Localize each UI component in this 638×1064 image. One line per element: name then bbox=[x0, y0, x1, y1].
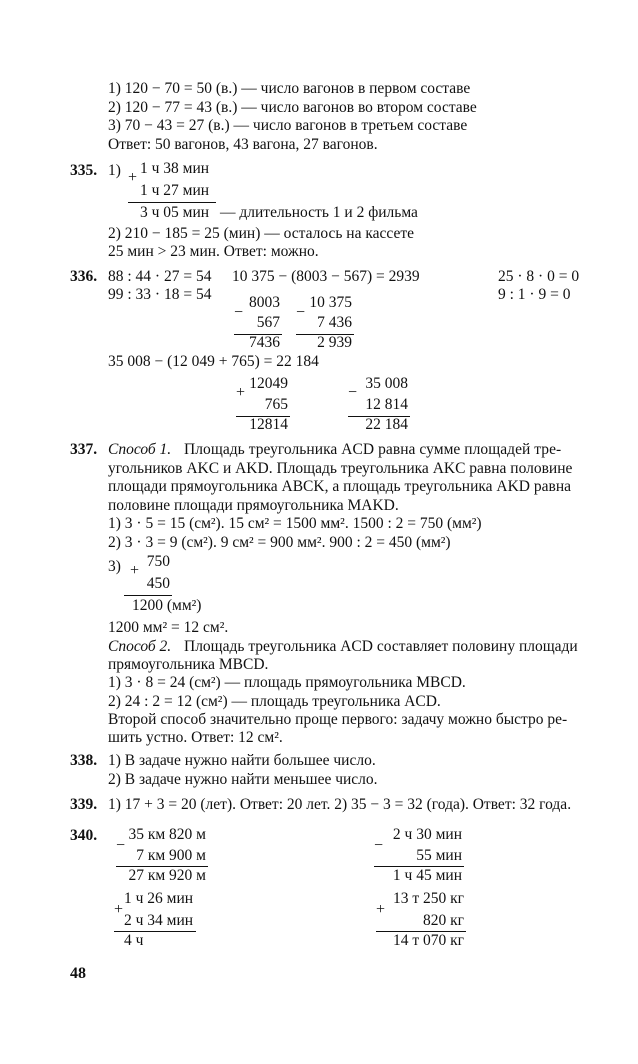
p337-line2: 2) 3 · 3 = 9 (см²). 9 см² = 900 мм². 900 : 2 = 450 (мм²) bbox=[108, 534, 451, 551]
p337-text3: площади прямоугольника ABCK, а площадь треугольника AKD равна bbox=[108, 478, 571, 495]
p335-result-desc: — длительность 1 и 2 фильма bbox=[220, 204, 418, 221]
problem-number-337: 337. bbox=[70, 441, 98, 458]
p340-minus-sign-2: − bbox=[374, 837, 384, 854]
problem-number-335: 335. bbox=[70, 162, 98, 179]
page-number: 48 bbox=[70, 965, 86, 982]
p336-c3-a: 12049 bbox=[249, 375, 288, 392]
p337-conclusion2: шить устно. Ответ: 12 см². bbox=[108, 729, 283, 746]
p336-c1-result: 7436 bbox=[249, 334, 280, 351]
p340-col3-a: 1 ч 26 мин bbox=[124, 890, 194, 907]
p335-addend-a: 1 ч 38 мин bbox=[140, 160, 210, 177]
p340-col2-result: 1 ч 45 мин bbox=[392, 867, 462, 884]
p336-plus-sign: + bbox=[236, 384, 246, 401]
p334-line3: 3) 70 − 43 = 27 (в.) — число вагонов в третьем составе bbox=[108, 117, 468, 134]
p334-line1: 1) 120 − 70 = 50 (в.) — число вагонов в первом составе bbox=[108, 80, 471, 97]
p337-way2-label: Способ 2. bbox=[108, 638, 172, 655]
p336-c4-b: 12 814 bbox=[365, 396, 408, 413]
p337-way2-line1: 1) 3 · 8 = 24 (см²) — площадь прямоугольника MBCD. bbox=[108, 674, 466, 691]
p337-sum-line bbox=[124, 595, 172, 596]
p336-c3-result: 12814 bbox=[249, 416, 288, 433]
p337-line1: 1) 3 · 5 = 15 (см²). 15 см² = 1500 мм². 1500 : 2 = 750 (мм²) bbox=[108, 515, 482, 532]
p336-expr1: 88 : 44 · 27 = 54 bbox=[108, 268, 212, 285]
p336-c1-a: 8003 bbox=[249, 294, 280, 311]
p340-col4-b: 820 кг bbox=[422, 912, 464, 929]
p340-minus-sign-1: − bbox=[116, 837, 126, 854]
p338-line2: 2) В задаче нужно найти меньшее число. bbox=[108, 771, 378, 788]
p335-step1-label: 1) bbox=[108, 162, 121, 179]
p336-expr3: 10 375 − (8003 − 567) = 2939 bbox=[232, 268, 420, 285]
p340-col2-b: 55 мин bbox=[416, 847, 462, 864]
p340-col4-result: 14 т 070 кг bbox=[392, 932, 464, 949]
p337-text4: половине площади прямоугольника MAKD. bbox=[108, 497, 399, 514]
p340-plus-sign-1: + bbox=[114, 901, 124, 918]
p340-col3-result: 4 ч bbox=[124, 932, 144, 949]
p337-result: 1200 (мм²) bbox=[132, 597, 202, 614]
p340-plus-sign-2: + bbox=[376, 901, 386, 918]
p337-plus-sign: + bbox=[130, 562, 140, 579]
p337-way2-line2: 2) 24 : 2 = 12 (см²) — площадь треугольника ACD. bbox=[108, 693, 441, 710]
p337-addend-b: 450 bbox=[146, 575, 170, 592]
p334-line2: 2) 120 − 77 = 43 (в.) — число вагонов во втором составе bbox=[108, 99, 477, 116]
p340-col4-a: 13 т 250 кг bbox=[392, 890, 464, 907]
p337-way2-text1: Площадь треугольника ACD составляет половину площади bbox=[184, 638, 578, 655]
p337-conversion: 1200 мм² = 12 см². bbox=[108, 619, 229, 636]
problem-number-338: 338. bbox=[70, 752, 98, 769]
p336-expr5: 9 : 1 · 9 = 0 bbox=[498, 286, 571, 303]
p335-sum-line bbox=[128, 202, 216, 203]
p337-step3-label: 3) bbox=[108, 558, 121, 575]
p335-result: 3 ч 05 мин bbox=[140, 204, 210, 221]
p336-c2-result: 2 939 bbox=[317, 334, 352, 351]
p337-way1-label: Способ 1. bbox=[108, 441, 172, 458]
p339-text: 1) 17 + 3 = 20 (лет). Ответ: 20 лет. 2) 35 − 3 = 32 (года). Ответ: 32 года. bbox=[108, 796, 572, 813]
p337-addend-a: 750 bbox=[146, 553, 170, 570]
p340-col2-a: 2 ч 30 мин bbox=[392, 826, 462, 843]
p334-answer: Ответ: 50 вагонов, 43 вагона, 27 вагонов. bbox=[108, 136, 378, 153]
p336-expr6: 35 008 − (12 049 + 765) = 22 184 bbox=[108, 353, 319, 370]
p336-minus-sign-2: − bbox=[296, 304, 306, 321]
p340-col1-a: 35 км 820 м bbox=[128, 826, 206, 843]
p337-conclusion1: Второй способ значительно проще первого: задачу можно быстро ре- bbox=[108, 711, 568, 728]
p338-line1: 1) В задаче нужно найти большее число. bbox=[108, 752, 376, 769]
p336-expr4: 25 · 8 · 0 = 0 bbox=[498, 268, 580, 285]
p336-expr2: 99 : 33 · 18 = 54 bbox=[108, 286, 212, 303]
p335-addend-b: 1 ч 27 мин bbox=[140, 182, 210, 199]
p336-c2-b: 7 436 bbox=[317, 314, 352, 331]
p336-c4-a: 35 008 bbox=[365, 375, 408, 392]
p340-col1-result: 27 км 920 м bbox=[128, 867, 206, 884]
p336-c2-a: 10 375 bbox=[309, 294, 352, 311]
p335-plus-sign: + bbox=[128, 169, 138, 186]
p336-c3-b: 765 bbox=[264, 396, 288, 413]
p337-text2: угольников AKC и AKD. Площадь треугольника AKC равна половине bbox=[108, 460, 573, 477]
p336-c1-b: 567 bbox=[256, 314, 280, 331]
p335-line2: 2) 210 − 185 = 25 (мин) — осталось на кассете bbox=[108, 225, 415, 242]
p336-minus-sign-3: − bbox=[348, 384, 358, 401]
p337-way2-text2: прямоугольника MBCD. bbox=[108, 656, 269, 673]
problem-number-336: 336. bbox=[70, 268, 98, 285]
p336-minus-sign-1: − bbox=[234, 304, 244, 321]
p340-col1-b: 7 км 900 м bbox=[136, 847, 206, 864]
p335-line3: 25 мин > 23 мин. Ответ: можно. bbox=[108, 243, 319, 260]
p340-col3-b: 2 ч 34 мин bbox=[124, 912, 194, 929]
p337-text1: Площадь треугольника ACD равна сумме площадей тре- bbox=[184, 441, 562, 458]
problem-number-339: 339. bbox=[70, 796, 98, 813]
problem-number-340: 340. bbox=[70, 827, 98, 844]
p336-c4-result: 22 184 bbox=[365, 416, 408, 433]
